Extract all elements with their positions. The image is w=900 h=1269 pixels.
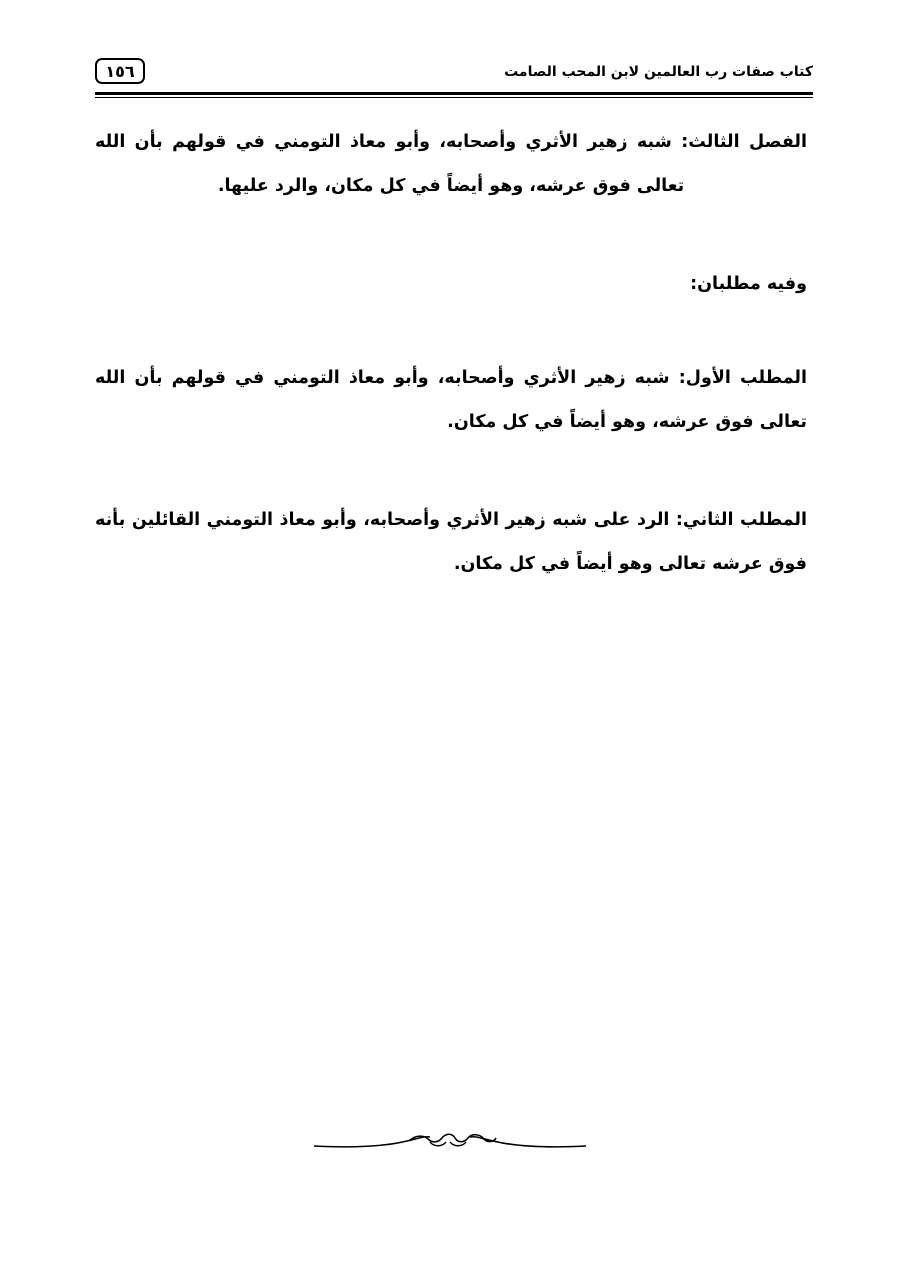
flourish-divider-icon [312,1128,588,1158]
chapter-heading: الفصل الثالث: شبه زهير الأثري وأصحابه، وأبو معاذ التومني في قولهم بأن الله تعالى فوق عرشه، وهو أيضاً في كل مكان، والرد عليها. [95,132,807,196]
intro-text: وفيه مطلبان: [690,274,807,294]
section-one-text: المطلب الأول: شبه زهير الأثري وأصحابه، وأبو معاذ التومني في قولهم بأن الله تعالى فوق عرشه، وهو أيضاً في كل مكان. [95,368,807,432]
page-header [95,58,813,94]
intro-block [95,262,807,306]
chapter-heading-block [95,120,807,208]
running-title: كتاب صفات رب العالمين لابن المحب الصامت [504,64,813,80]
section-two-text: المطلب الثاني: الرد على شبه زهير الأثري وأصحابه، وأبو معاذ التومني القائلين بأنه فوق عرشه تعالى وهو أيضاً في كل مكان. [95,510,807,574]
header-rule-thick [95,92,813,95]
section-two-block [95,498,807,586]
section-one-block [95,356,807,444]
page-number: ١٥٦ [95,58,145,84]
header-rule-thin [95,97,813,98]
